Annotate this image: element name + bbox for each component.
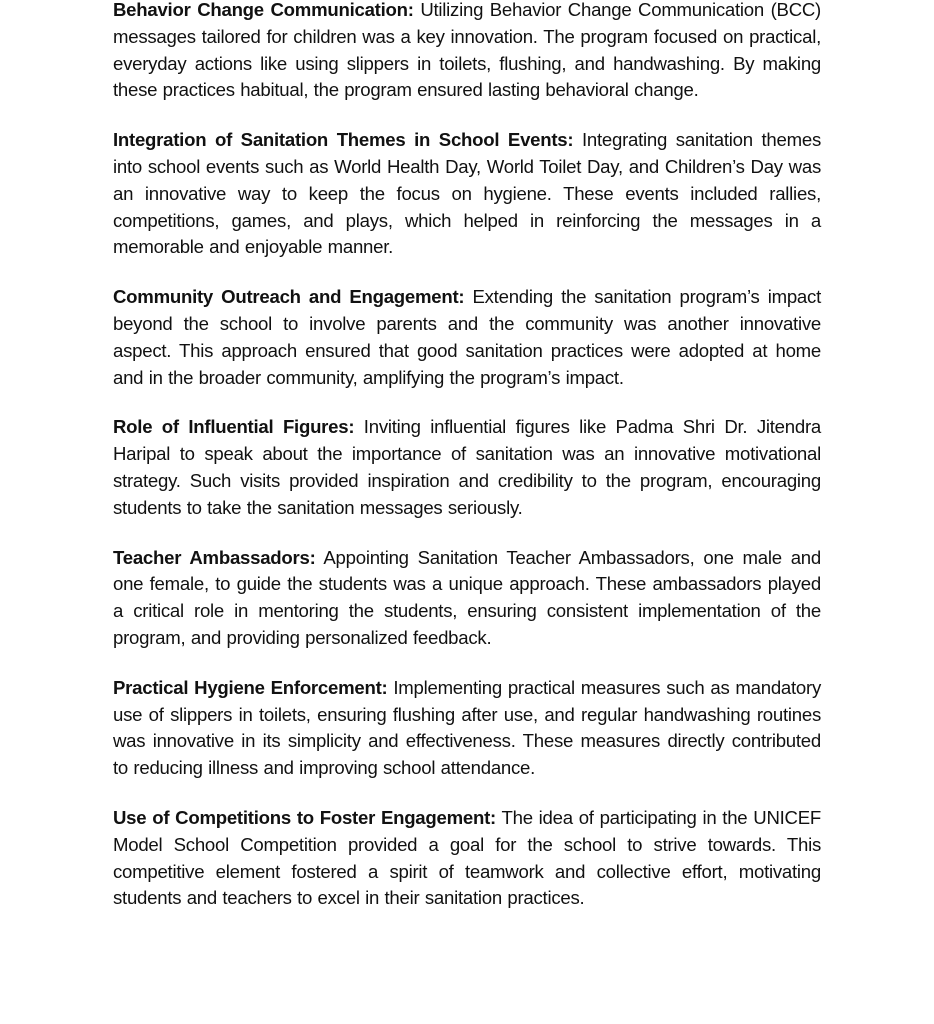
section-body: Utilizing Behavior Change Communication (BCC) messages tailored for children was a key innovation. The program focused on practical, everyday actions like using slippers in toilets, flushing, and handwashing. By making these practices habitual, the program ensured lasting behavioral change. [113,0,821,101]
section-body: Inviting influential figures like Padma Shri Dr. Jitendra Haripal to speak about the importance of sanitation was an innovative motivational strategy. Such visits provided inspiration and credibility to the program, encouraging students to take the sanitation messages seriously. [113,416,821,518]
section-heading: Role of Influential Figures: [113,416,355,438]
document-page [113,0,821,935]
section-body: Appointing Sanitation Teacher Ambassadors, one male and one female, to guide the students was a unique approach. These ambassadors played a critical role in mentoring the students, ensuring consistent implementation of the program, and providing personalized feedback. [113,546,821,648]
section-sanitation-themes-school-events [113,127,821,261]
section-heading: Community Outreach and Engagement: [113,286,465,308]
section-competitions-engagement [113,805,821,912]
section-behavior-change-communication [113,0,821,104]
section-heading: Use of Competitions to Foster Engagement: [113,806,496,828]
section-heading: Practical Hygiene Enforcement: [113,676,388,698]
section-heading: Integration of Sanitation Themes in School Events: [113,129,574,151]
section-body: The idea of participating in the UNICEF Model School Competition provided a goal for the school to strive towards. This competitive element fostered a spirit of teamwork and collective effort, motivating students and teachers to excel in their sanitation practices. [113,806,821,909]
section-influential-figures [113,414,821,521]
section-practical-hygiene-enforcement [113,675,821,782]
section-body: Integrating sanitation themes into school events such as World Health Day, World Toilet Day, and Children’s Day was an innovative way to keep the focus on hygiene. These events included rallies, competitions, games, and plays, which helped in reinforcing the messages in a memorable and enjoyable manner. [113,129,821,258]
section-community-outreach [113,284,821,391]
section-heading: Behavior Change Communication: [113,0,414,20]
section-teacher-ambassadors [113,545,821,652]
section-body: Extending the sanitation program’s impact beyond the school to involve parents and the community was another innovative aspect. This approach ensured that good sanitation practices were adopted at home and in the broader community, amplifying the program’s impact. [113,286,821,388]
section-body: Implementing practical measures such as mandatory use of slippers in toilets, ensuring flushing after use, and regular handwashing routines was innovative in its simplicity and effectiveness. These measures directly contributed to reducing illness and improving school attendance. [113,676,821,779]
section-heading: Teacher Ambassadors: [113,546,316,568]
